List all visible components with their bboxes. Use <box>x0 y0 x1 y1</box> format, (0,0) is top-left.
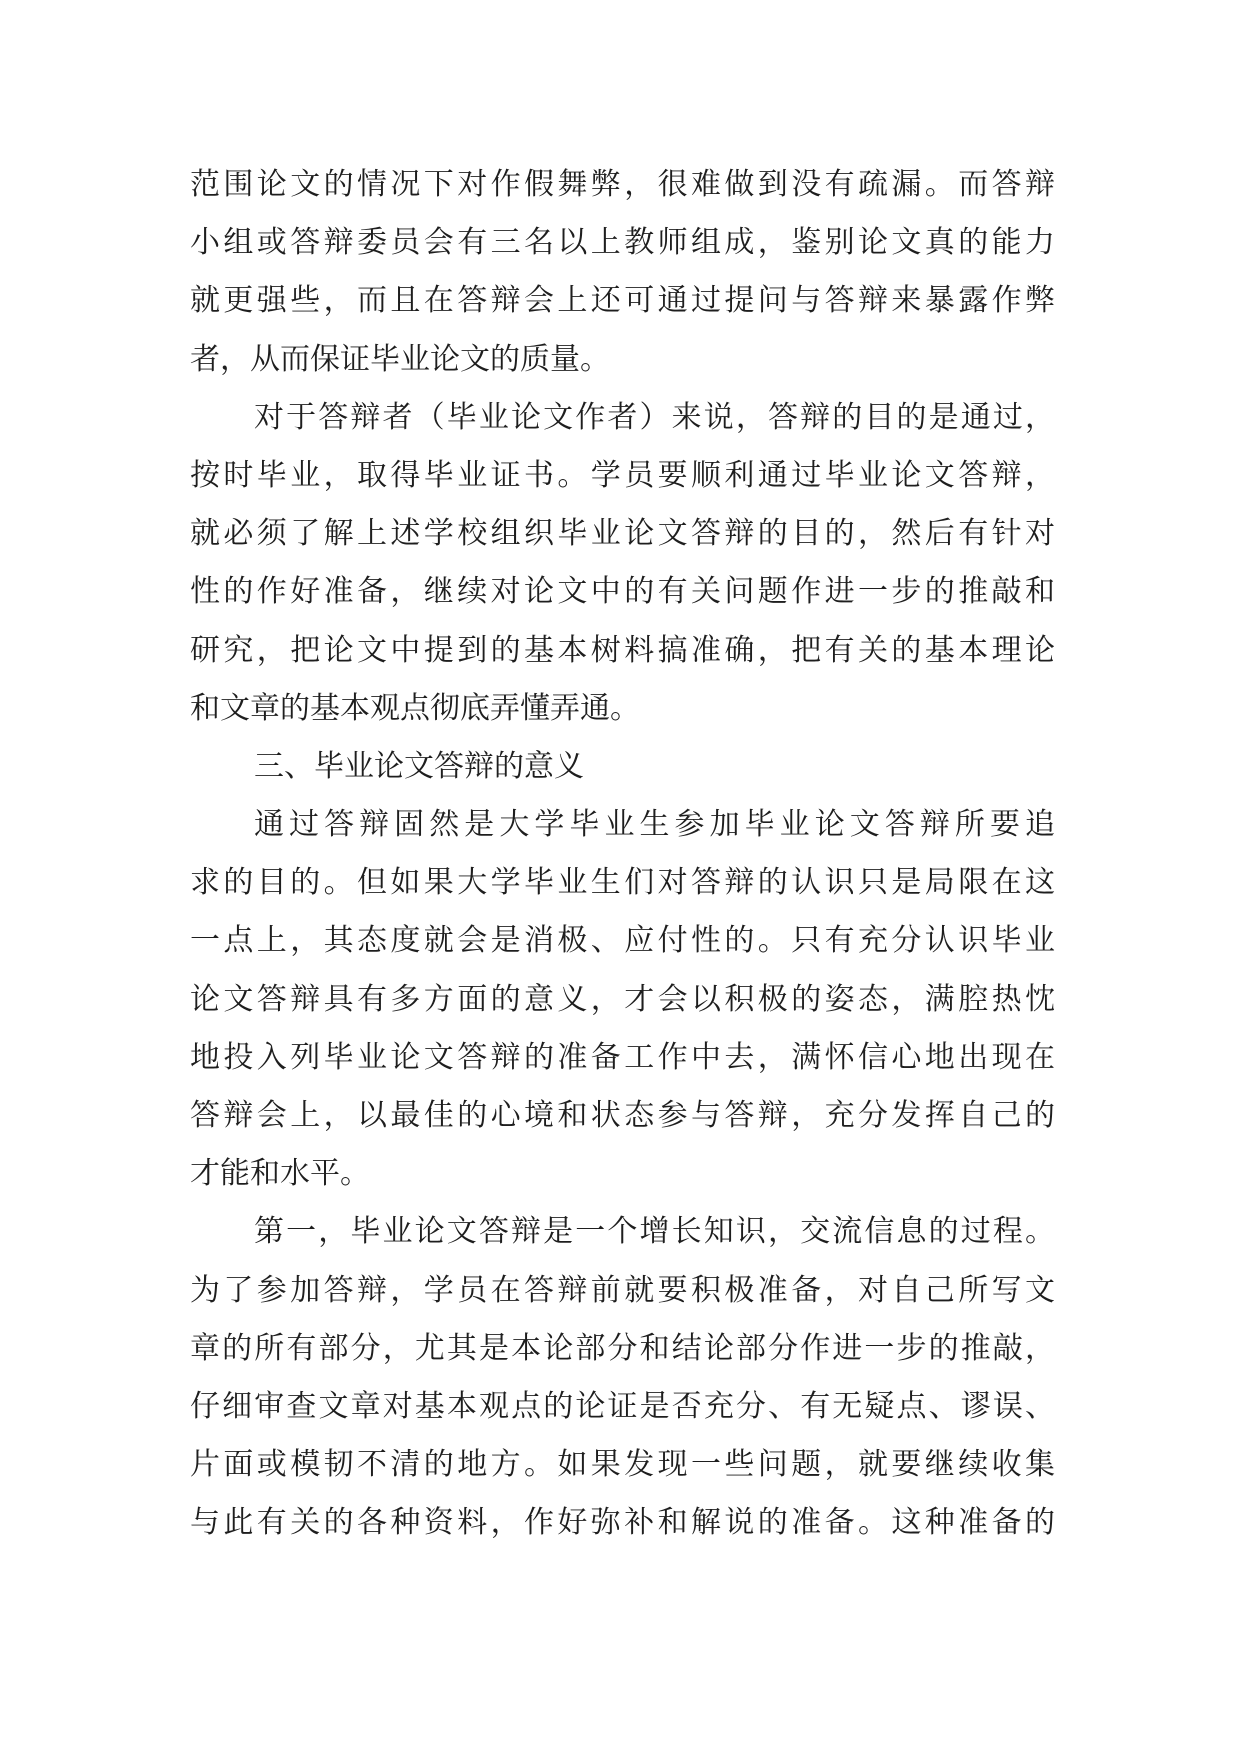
text-line: 答辩会上，以最佳的心境和状态参与答辩，充分发挥自己的 <box>190 1098 1055 1133</box>
text-line: 性的作好准备，继续对论文中的有关问题作进一步的推敲和 <box>190 574 1055 610</box>
text-line: 与此有关的各种资料，作好弥补和解说的准备。这种准备的 <box>190 1505 1055 1541</box>
text-line: 按时毕业，取得毕业证书。学员要顺利通过毕业论文答辩， <box>190 457 1055 493</box>
text-line: 对于答辩者（毕业论文作者）来说，答辩的目的是通过， <box>254 399 1055 435</box>
text-line: 为了参加答辩，学员在答辩前就要积极准备，对自己所写文 <box>190 1272 1055 1308</box>
text-line: 通过答辩固然是大学毕业生参加毕业论文答辩所要追 <box>254 807 1055 843</box>
text-line: 才能和水平。 <box>190 1156 370 1192</box>
text-line: 范围论文的情况下对作假舞弊，很难做到没有疏漏。而答辩 <box>190 167 1055 202</box>
text-line: 第一，毕业论文答辩是一个增长知识，交流信息的过程。 <box>254 1214 1055 1250</box>
text-line: 研究，把论文中提到的基本树料搞准确，把有关的基本理论 <box>190 632 1055 668</box>
body-text <box>190 156 1055 1553</box>
text-line: 地投入列毕业论文答辩的准备工作中去，满怀信心地出现在 <box>190 1039 1055 1075</box>
text-line: 论文答辩具有多方面的意义，才会以积极的姿态，满腔热忱 <box>190 981 1055 1017</box>
text-line: 三、毕业论文答辩的意义 <box>254 748 584 784</box>
text-line: 就必须了解上述学校组织毕业论文答辩的目的，然后有针对 <box>190 516 1055 552</box>
text-line: 片面或模韧不清的地方。如果发现一些问题，就要继续收集 <box>190 1447 1055 1483</box>
text-line: 章的所有部分，尤其是本论部分和结论部分作进一步的推敲， <box>190 1330 1055 1366</box>
text-line: 求的目的。但如果大学毕业生们对答辩的认识只是局限在这 <box>190 865 1055 901</box>
text-line: 仔细审查文章对基本观点的论证是否充分、有无疑点、谬误、 <box>190 1388 1055 1424</box>
text-line: 者，从而保证毕业论文的质量。 <box>190 341 610 377</box>
text-line: 一点上，其态度就会是消极、应付性的。只有充分认识毕业 <box>190 923 1055 959</box>
text-line: 小组或答辩委员会有三名以上教师组成，鉴别论文真的能力 <box>190 225 1055 261</box>
text-line: 和文章的基本观点彻底弄懂弄通。 <box>190 690 640 726</box>
text-line: 就更强些，而且在答辩会上还可通过提问与答辩来暴露作弊 <box>190 283 1055 319</box>
